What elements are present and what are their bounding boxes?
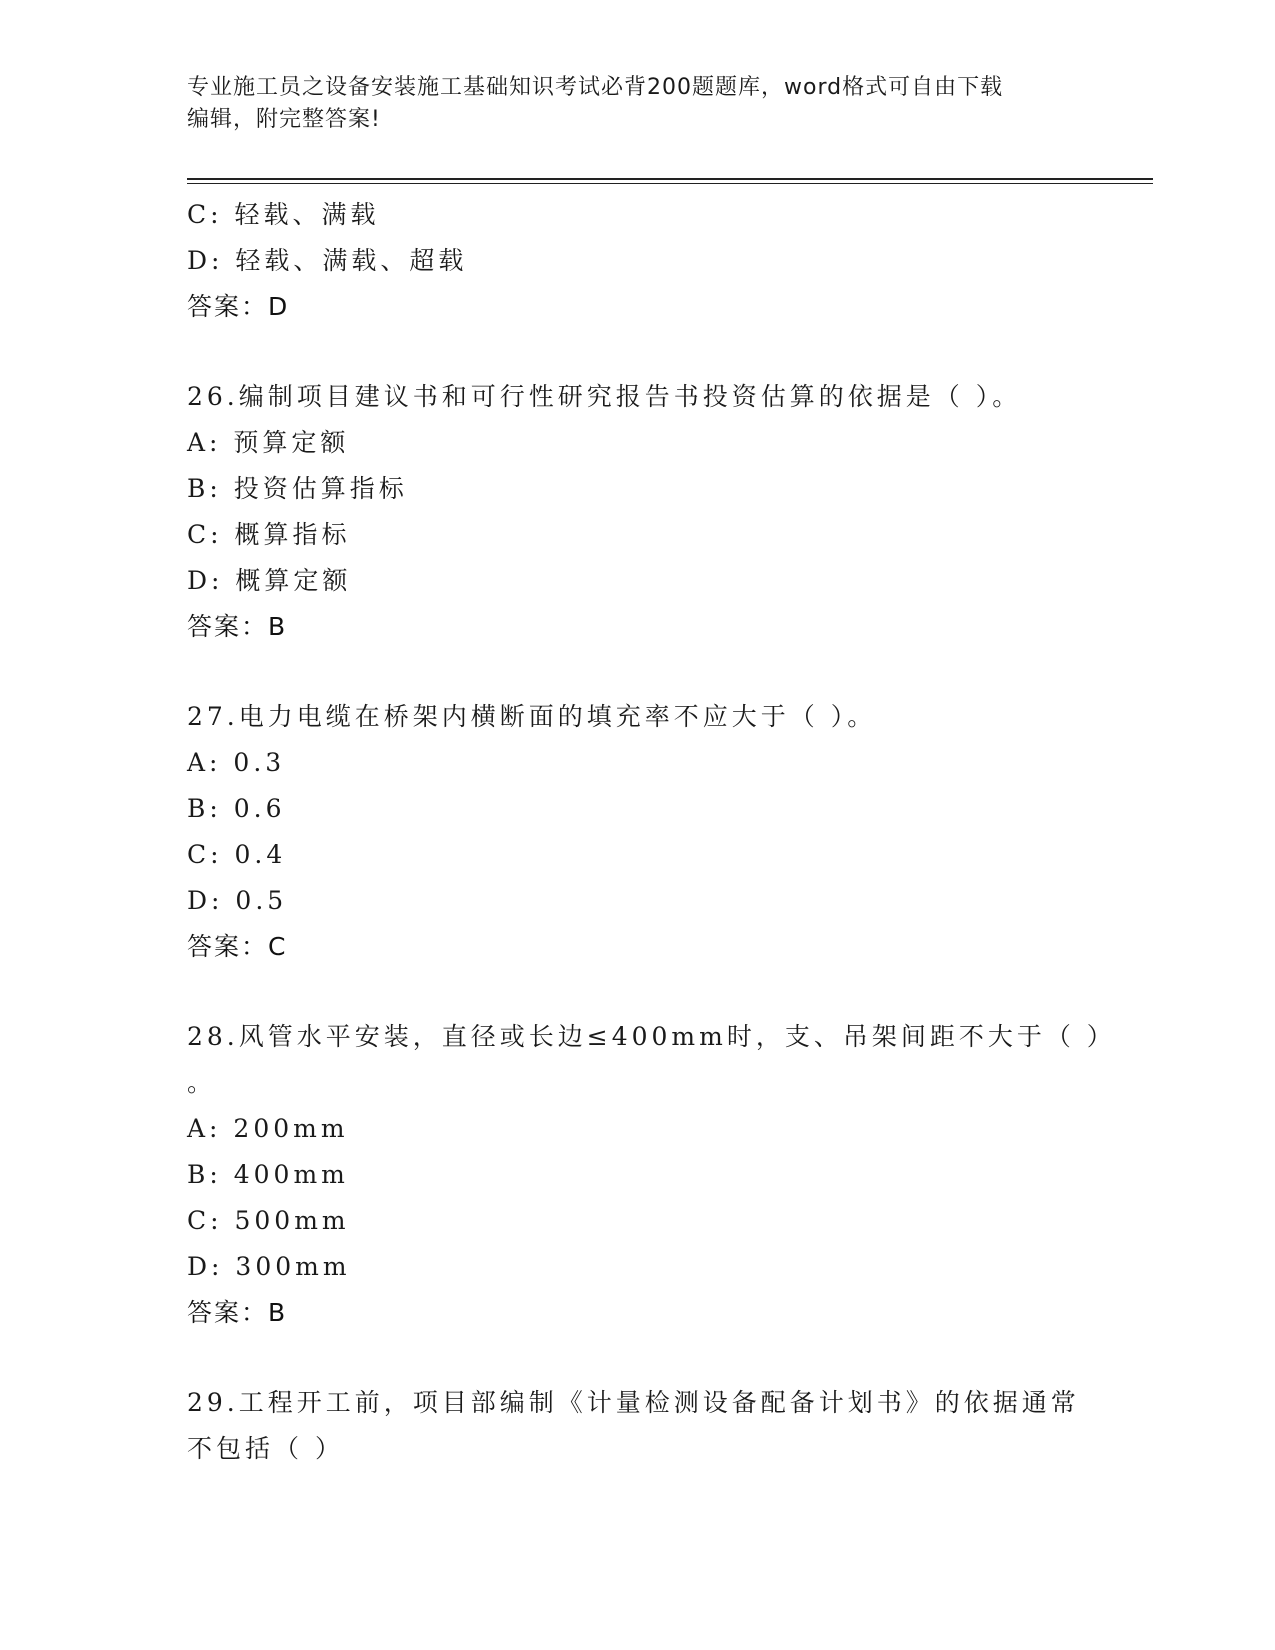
header-title-line2: 编辑，附完整答案! (187, 107, 381, 132)
option-c: C: 500mm (187, 1206, 350, 1235)
question-28 (187, 1014, 1116, 1336)
option-b: B: 400mm (187, 1160, 349, 1189)
option-b: B: 0.6 (187, 794, 286, 823)
option-a: A: 预算定额 (187, 428, 350, 457)
option-a: A: 200mm (187, 1114, 349, 1143)
question-stem: 26.编制项目建议书和可行性研究报告书投资估算的依据是（ ）。 (187, 382, 1022, 411)
question-27 (187, 694, 1087, 970)
answer-line: 答案：B (187, 1298, 288, 1327)
option-c: C: 轻载、满载 (187, 200, 380, 229)
header-divider-thick (187, 178, 1153, 180)
option-c: C: 概算指标 (187, 520, 351, 549)
question-stem-line1: 28.风管水平安装，直径或长边≤400mm时，支、吊架间距不大于（ ） (187, 1022, 1116, 1051)
option-b: B: 投资估算指标 (187, 474, 408, 503)
option-d: D: 概算定额 (187, 566, 352, 595)
answer-line: 答案：B (187, 612, 288, 641)
answer-line: 答案：D (187, 292, 290, 321)
option-a: A: 0.3 (187, 748, 286, 777)
question-26 (187, 374, 1087, 650)
answer-line: 答案：C (187, 932, 288, 961)
question-25-continued (187, 192, 1087, 330)
option-d: D: 300mm (187, 1252, 351, 1281)
option-c: C: 0.4 (187, 840, 287, 869)
option-d: D: 0.5 (187, 886, 288, 915)
option-d: D: 轻载、满载、超载 (187, 246, 468, 275)
question-stem-line2: 。 (187, 1068, 217, 1097)
question-stem-line2: 不包括（ ） (187, 1434, 344, 1463)
question-stem: 27.电力电缆在桥架内横断面的填充率不应大于（ ）。 (187, 702, 877, 731)
question-29 (187, 1380, 1087, 1472)
header-divider-thin (187, 183, 1153, 184)
question-list (187, 192, 1116, 1472)
question-stem-line1: 29.工程开工前，项目部编制《计量检测设备配备计划书》的依据通常 (187, 1388, 1080, 1417)
document-header (187, 72, 1087, 136)
header-title-line1: 专业施工员之设备安装施工基础知识考试必背200题题库，word格式可自由下载 (187, 75, 1004, 100)
